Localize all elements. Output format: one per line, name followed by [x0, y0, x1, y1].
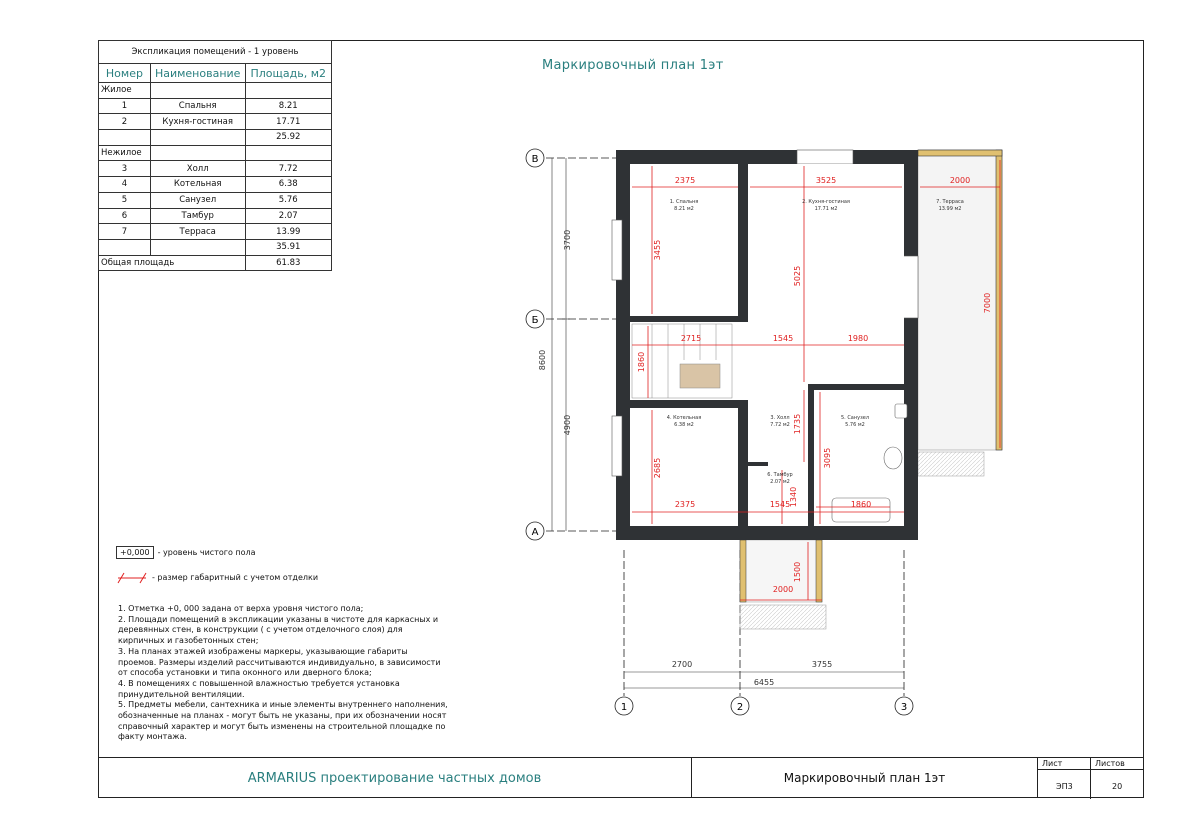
- row-num: 4: [99, 177, 151, 193]
- sheet-name: Маркировочный план 1эт: [692, 757, 1038, 798]
- axis-bubble-col-2: [731, 697, 749, 715]
- axis-bubble-row-a: [526, 522, 544, 540]
- room-6-name: 6. Тамбур: [767, 472, 793, 478]
- dim-2685: 2685: [653, 457, 662, 479]
- dim-2700: 2700: [671, 660, 693, 669]
- dim-1860-bath: 1860: [850, 500, 872, 509]
- svg-text:Б: Б: [531, 315, 539, 326]
- dim-2000-porch: 2000: [772, 585, 794, 594]
- room-1-name: 1. Спальня: [669, 199, 699, 205]
- row-num: 1: [99, 98, 151, 114]
- dim-2375-bottom: 2375: [674, 500, 696, 509]
- left-dimension-lines: [552, 158, 570, 531]
- dim-1980: 1980: [847, 334, 869, 343]
- room-6-area: 2.07 м2: [770, 479, 790, 485]
- row-num: 3: [99, 161, 151, 177]
- room-4-area: 6.38 м2: [674, 422, 694, 428]
- room-7-name: 7. Терраса: [936, 199, 964, 205]
- dim-3095: 3095: [823, 447, 832, 469]
- header-area: Площадь, м2: [245, 64, 332, 83]
- axis-bubble-col-1: [615, 697, 633, 715]
- list-value: ЭП3: [1056, 782, 1073, 791]
- room-7-area: 13.99 м2: [938, 206, 962, 212]
- dimension-legend-symbol: [118, 573, 146, 583]
- dim-2715: 2715: [680, 334, 702, 343]
- group-living: Жилое: [99, 83, 151, 99]
- level-legend-text: - уровень чистого пола: [157, 548, 256, 557]
- row-num: 5: [99, 192, 151, 208]
- row-name: Терраса: [150, 224, 245, 240]
- general-notes: [118, 604, 448, 743]
- axis-bubble-row-v: [526, 149, 544, 167]
- list-label: Лист: [1042, 759, 1063, 768]
- dim-3700: 3700: [563, 229, 572, 251]
- level-marker: +0,000: [116, 546, 154, 559]
- note-2: 2. Площади помещений в экспликации указаны в чистоте для каркасных и деревянных стен, в конструкции ( с учетом отделочного слоя) для кирпичных и газобетонных стен;: [118, 614, 439, 646]
- dim-6455: 6455: [753, 678, 775, 687]
- dim-1500: 1500: [793, 561, 802, 583]
- row-name: Кухня-гостиная: [150, 114, 245, 130]
- lists-value: 20: [1112, 782, 1123, 791]
- note-5: 5. Предметы мебели, сантехника и иные элементы внутреннего наполнения, обозначенные на планах - могут быть не указаны, при их обозначении носят справочный характер и могут быть изменены на строительной площадке по факту монтажа.: [118, 700, 448, 742]
- svg-text:2: 2: [736, 702, 744, 713]
- dim-1545-mid: 1545: [772, 334, 794, 343]
- axis-bubble-row-b: [526, 310, 544, 328]
- room-2-area: 17.71 м2: [814, 206, 838, 212]
- note-1: 1. Отметка +0, 000 задана от верха уровня чистого пола;: [118, 604, 364, 613]
- dim-3455: 3455: [653, 239, 662, 261]
- header-number: Номер: [99, 64, 151, 83]
- plan-title: Маркировочный план 1эт: [542, 58, 724, 73]
- room-5-name: 5. Санузел: [840, 415, 870, 421]
- room-1-area: 8.21 м2: [674, 206, 694, 212]
- dim-1860-stair: 1860: [637, 351, 646, 373]
- dimension-legend-text: - размер габаритный с учетом отделки: [152, 573, 319, 582]
- dim-7000: 7000: [983, 292, 992, 314]
- grand-total-label: Общая площадь: [99, 255, 246, 271]
- nonliving-total: 35.91: [245, 239, 332, 255]
- dim-3755: 3755: [811, 660, 833, 669]
- grand-total: 61.83: [245, 255, 332, 271]
- dim-4900: 4900: [563, 414, 572, 436]
- svg-text:В: В: [531, 154, 539, 165]
- dim-1545-bottom: 1545: [769, 500, 791, 509]
- row-num: 6: [99, 208, 151, 224]
- dim-8600: 8600: [538, 349, 547, 371]
- row-name: Холл: [150, 161, 245, 177]
- dim-1735: 1735: [793, 413, 802, 435]
- company-name: ARMARIUS проектирование частных домов: [98, 757, 692, 798]
- room-2-name: 2. Кухня-гостиная: [802, 199, 850, 205]
- row-area: 6.38: [245, 177, 332, 193]
- lists-label: Листов: [1095, 759, 1125, 768]
- note-3: 3. На планах этажей изображены маркеры, указывающие габариты проемов. Размеры изделий рассчитываются индивидуально, в зависимости от способа установки и типа оконного или дверного блока;: [118, 646, 441, 678]
- row-area: 5.76: [245, 192, 332, 208]
- title-block: [98, 757, 1144, 798]
- svg-text:А: А: [531, 527, 539, 538]
- dim-5025: 5025: [793, 265, 802, 287]
- row-num: 7: [99, 224, 151, 240]
- row-name: Котельная: [150, 177, 245, 193]
- dim-3525: 3525: [815, 176, 837, 185]
- row-area: 13.99: [245, 224, 332, 240]
- axis-bubble-col-3: [895, 697, 913, 715]
- table-title: Экспликация помещений - 1 уровень: [99, 41, 332, 64]
- row-name: Санузел: [150, 192, 245, 208]
- room-5-area: 5.76 м2: [845, 422, 865, 428]
- room-3-area: 7.72 м2: [770, 422, 790, 428]
- dim-2000-terrace: 2000: [949, 176, 971, 185]
- row-num: 2: [99, 114, 151, 130]
- row-name: Спальня: [150, 98, 245, 114]
- room-3-name: 3. Холл: [770, 415, 790, 421]
- level-legend: [116, 546, 256, 559]
- dim-2375-top: 2375: [674, 176, 696, 185]
- room-4-name: 4. Котельная: [666, 415, 702, 421]
- row-area: 8.21: [245, 98, 332, 114]
- svg-text:1: 1: [620, 702, 628, 713]
- row-area: 17.71: [245, 114, 332, 130]
- living-total: 25.92: [245, 130, 332, 146]
- header-name: Наименование: [150, 64, 245, 83]
- svg-text:3: 3: [900, 702, 908, 713]
- row-area: 2.07: [245, 208, 332, 224]
- sheet-info: [1038, 757, 1144, 798]
- row-area: 7.72: [245, 161, 332, 177]
- group-nonliving: Нежилое: [99, 145, 151, 161]
- dim-1340: 1340: [789, 486, 798, 508]
- row-name: Тамбур: [150, 208, 245, 224]
- note-4: 4. В помещениях с повышенной влажностью требуется установка принудительной вентиляции.: [118, 678, 400, 699]
